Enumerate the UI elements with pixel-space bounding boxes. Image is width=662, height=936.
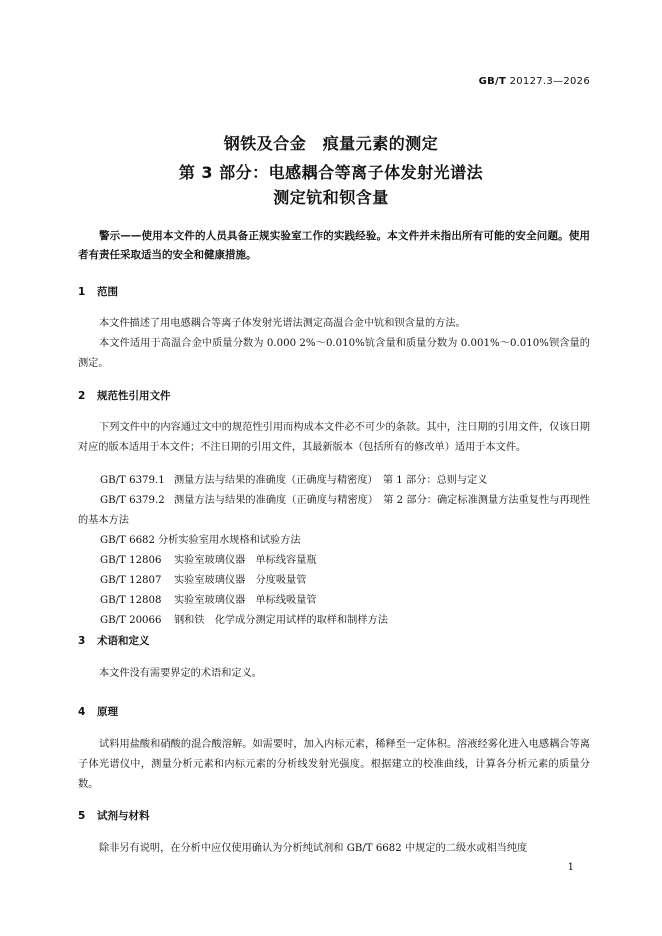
reference-code: GB/T 6379.1 (100, 475, 165, 486)
reference-code: GB/T 12806 (100, 555, 162, 566)
reference-item (100, 591, 590, 611)
section-1-heading (78, 284, 118, 299)
section-number: 3 (78, 635, 86, 647)
reference-title: 测量方法与结果的准确度（正确度与精密度） 第 1 部分：总则与定义 (174, 475, 488, 486)
reference-item (100, 571, 590, 591)
reference-title: 实验室玻璃仪器 分度吸量管 (174, 575, 307, 586)
title-line-1: 钢铁及合金 痕量元素的测定 (223, 134, 439, 153)
reference-code: GB/T 20066 (100, 615, 162, 626)
reference-code: GB/T 6379.2 (100, 495, 165, 506)
section-2-paragraph-1: 下列文件中的内容通过文中的规范性引用而构成本文件必不可少的条款。其中，注日期的引用文件，仅该日期对应的版本适用于本文件；不注日期的引用文件，其最新版本（包括所有的修改单）适用于本文件。 (78, 422, 590, 453)
warning-notice: 警示——使用本文件的人员具备正规实验室工作的实践经验。本文件并未指出所有可能的安全问题。使用者有责任采取适当的安全和健康措施。 (78, 230, 590, 261)
section-5-paragraph-1: 除非另有说明，在分析中应仅使用确认为分析纯试剂和 GB/T 6682 中规定的二级水或相当纯度 (99, 843, 528, 854)
reference-item (78, 491, 590, 531)
page-number: 1 (567, 862, 574, 873)
reference-title: 分析实验室用水规格和试验方法 (158, 535, 301, 546)
title-line-2: 第 3 部分：电感耦合等离子体发射光谱法 (178, 163, 484, 182)
section-3-heading (78, 633, 150, 648)
reference-code: GB/T 6682 (100, 535, 156, 546)
section-3-paragraph-1: 本文件没有需要界定的术语和定义。 (99, 668, 262, 679)
section-title: 试剂与材料 (97, 810, 150, 822)
reference-item (100, 611, 590, 631)
section-2-heading (78, 388, 171, 403)
section-4-paragraph-1: 试料用盐酸和硝酸的混合酸溶解。如需要时，加入内标元素，稀释至一定体积。溶液经雾化进入电感耦合等离子体光谱仪中，测量分析元素和内标元素的分析线发射光强度。根据建立的校准曲线，计算各分析元素的质量分数。 (78, 739, 590, 790)
reference-title: 钢和铁 化学成分测定用试样的取样和制样方法 (174, 615, 388, 626)
reference-code: GB/T 12807 (100, 575, 162, 586)
standard-number (479, 76, 590, 87)
standard-prefix: GB/T (478, 76, 507, 87)
section-1-paragraph-2: 本文件适用于高温合金中质量分数为 0.000 2%～0.010%钪含量和质量分数为 0.001%～0.010%钡含量的测定。 (78, 338, 590, 369)
section-4-heading (78, 704, 118, 719)
section-number: 4 (78, 706, 86, 718)
section-number: 2 (78, 390, 86, 402)
reference-item (100, 551, 590, 571)
reference-item (100, 471, 590, 491)
reference-title: 实验室玻璃仪器 单标线吸量管 (174, 595, 317, 606)
section-number: 5 (78, 810, 86, 822)
reference-item (100, 531, 590, 551)
section-5-heading (78, 808, 150, 823)
reference-code: GB/T 12808 (100, 595, 162, 606)
section-title: 术语和定义 (97, 635, 150, 647)
reference-title: 实验室玻璃仪器 单标线容量瓶 (174, 555, 317, 566)
section-title: 原理 (97, 706, 118, 718)
section-number: 1 (78, 286, 86, 298)
reference-title: 测量方法与结果的准确度（正确度与精密度） 第 2 部分：确定标准测量方法重复性与再现性的基本方法 (78, 495, 590, 526)
title-line-3: 测定钪和钡含量 (273, 188, 389, 207)
standard-number-value: 20127.3—2026 (509, 76, 590, 87)
section-title: 规范性引用文件 (97, 390, 171, 402)
section-1-paragraph-1: 本文件描述了用电感耦合等离子体发射光谱法测定高温合金中钪和钡含量的方法。 (99, 318, 466, 329)
section-title: 范围 (97, 286, 118, 298)
